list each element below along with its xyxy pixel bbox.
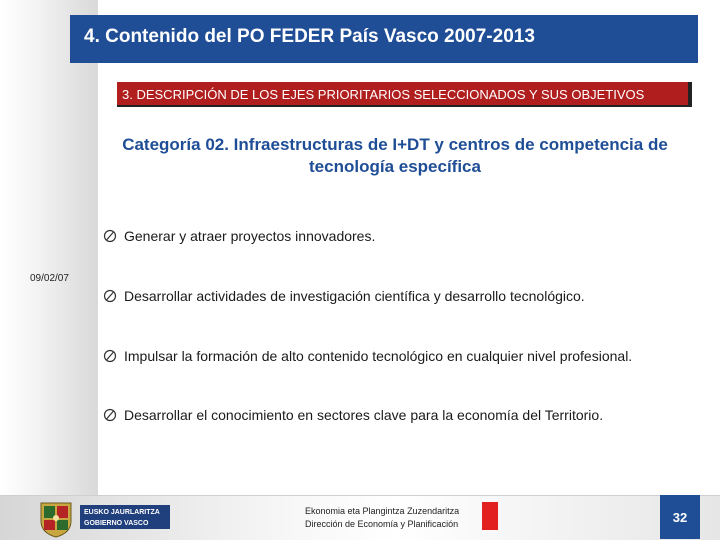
circle-slash-icon [102, 407, 118, 423]
department-label [305, 505, 459, 531]
list-item [102, 226, 702, 246]
category-heading [100, 134, 690, 178]
list-item-text: Generar y atraer proyectos innovadores. [124, 228, 376, 244]
circle-slash-icon [102, 348, 118, 364]
red-accent-bar [482, 502, 498, 530]
logo-line-2: GOBIERNO VASCO [84, 520, 149, 527]
department-line-2: Dirección de Economía y Planificación [305, 519, 459, 529]
circle-slash-icon [102, 228, 118, 244]
list-item [102, 405, 702, 425]
logo-line-1: EUSKO JAURLARITZA [84, 509, 160, 516]
date-label: 09/02/07 [30, 273, 69, 284]
circle-slash-icon [102, 288, 118, 304]
list-item [102, 286, 702, 306]
government-logo-text [80, 505, 170, 529]
page-title: 4. Contenido del PO FEDER País Vasco 2007-2013 [84, 26, 535, 47]
page-number: 32 [660, 495, 700, 539]
list-item [102, 346, 702, 366]
section-label: 3. DESCRIPCIÓN DE LOS EJES PRIORITARIOS SELECCIONADOS Y SUS OBJETIVOS [122, 87, 645, 102]
left-panel [0, 0, 98, 495]
category-line-1: Categoría 02. Infraestructuras de I+DT y centros de competencia de [122, 135, 668, 154]
category-line-2: tecnología específica [309, 157, 481, 176]
department-line-1: Ekonomia eta Plangintza Zuzendaritza [305, 506, 460, 516]
list-item-text: Impulsar la formación de alto contenido tecnológico en cualquier nivel profesional. [124, 348, 633, 364]
coat-of-arms-icon [36, 499, 76, 539]
list-item-text: Desarrollar el conocimiento en sectores clave para la economía del Territorio. [124, 407, 604, 423]
list-item-text: Desarrollar actividades de investigación científica y desarrollo tecnológico. [124, 288, 585, 304]
